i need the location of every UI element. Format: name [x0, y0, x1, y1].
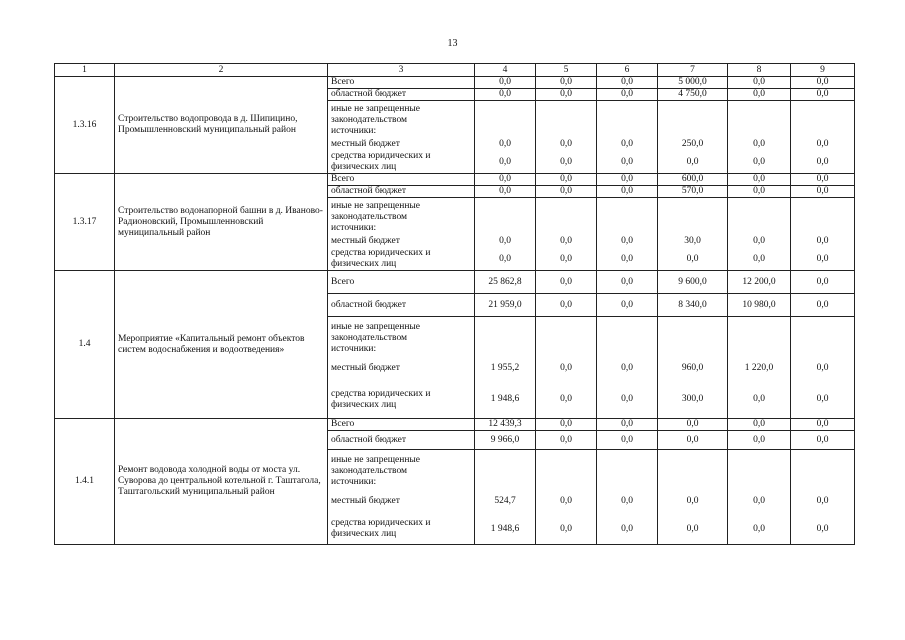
item-name: Строительство водонапорной башни в д. Иваново-Радионовский, Промышленновский муниципальный район — [115, 174, 328, 271]
table-header — [55, 64, 855, 77]
value-cell: 524,7 — [494, 496, 516, 506]
value-cell: 0,0 — [597, 77, 658, 89]
value-cell: 0,0 — [753, 139, 765, 149]
value-cell: 0,0 — [597, 89, 658, 101]
spacer — [600, 317, 654, 355]
value-cell: 0,0 — [621, 496, 633, 506]
header-row — [55, 64, 855, 77]
other-sources-line: иные не запрещенные — [331, 322, 421, 332]
value-cell-group — [597, 101, 658, 174]
value-cell-group — [536, 450, 597, 545]
legal-entities-line: физических лиц — [331, 399, 397, 410]
value-cell-group — [597, 450, 658, 545]
value-cell: 0,0 — [686, 157, 699, 167]
value-cell: 21 959,0 — [475, 294, 536, 317]
spacer — [539, 198, 593, 234]
value-cell: 0,0 — [753, 157, 765, 167]
value-cell-group — [597, 317, 658, 419]
value-cell: 9 966,0 — [475, 431, 536, 450]
value-cell-group — [475, 317, 536, 419]
spacer — [539, 450, 593, 488]
spacer — [661, 198, 724, 234]
value-cell: 8 340,0 — [658, 294, 728, 317]
value-cell: 9 600,0 — [658, 271, 728, 294]
value-cell-group — [536, 198, 597, 271]
value-cell-group — [791, 450, 855, 545]
spacer — [731, 101, 787, 137]
spacer — [478, 101, 532, 137]
value-cell: 0,0 — [560, 254, 572, 264]
value-cell: 0,0 — [791, 186, 855, 198]
value-cell: 0,0 — [753, 496, 765, 506]
value-cell: 0,0 — [816, 157, 829, 167]
legal-entities-line: средства юридических и — [331, 151, 431, 161]
value-cell: 0,0 — [499, 254, 511, 264]
value-cell: 0,0 — [753, 394, 765, 404]
item-name: Мероприятие «Капитальный ремонт объектов систем водоснабжения и водоотведения» — [115, 271, 328, 419]
value-cell: 0,0 — [536, 419, 597, 431]
value-cell: 0,0 — [475, 89, 536, 101]
item-code: 1.3.17 — [55, 174, 115, 271]
value-cell: 0,0 — [816, 254, 829, 264]
source-label-total: Всего — [328, 174, 475, 186]
legal-entities-line: средства юридических и — [331, 388, 431, 399]
spacer — [539, 101, 593, 137]
value-cell: 0,0 — [728, 419, 791, 431]
column-header-8: 8 — [728, 64, 791, 77]
value-cell: 0,0 — [816, 139, 829, 149]
value-cell: 25 862,8 — [475, 271, 536, 294]
value-cell: 0,0 — [791, 89, 855, 101]
other-sources-line: законодательством — [331, 333, 408, 343]
value-cell: 0,0 — [686, 524, 699, 534]
value-cell: 0,0 — [728, 89, 791, 101]
value-cell: 0,0 — [791, 431, 855, 450]
value-cell: 1 220,0 — [744, 363, 774, 373]
spacer — [600, 198, 654, 234]
item-name: Ремонт водовода холодной воды от моста ул. Суворова до центральной котельной г. Таштагола, Таштагольский муниципальный район — [115, 419, 328, 545]
spacer — [539, 317, 593, 355]
spacer — [794, 101, 851, 137]
value-cell: 0,0 — [597, 271, 658, 294]
column-header-5: 5 — [536, 64, 597, 77]
source-label-legal — [331, 514, 471, 544]
legal-entities-line: средства юридических и — [331, 248, 431, 258]
value-cell: 0,0 — [499, 139, 511, 149]
spacer — [661, 317, 724, 355]
value-cell: 570,0 — [658, 186, 728, 198]
value-cell: 5 000,0 — [658, 77, 728, 89]
value-cell: 0,0 — [560, 236, 572, 246]
value-cell-group — [658, 198, 728, 271]
spacer — [600, 101, 654, 137]
value-cell: 0,0 — [536, 431, 597, 450]
value-cell-group — [728, 450, 791, 545]
value-cell: 0,0 — [753, 254, 765, 264]
source-label-legal — [331, 151, 471, 173]
value-cell-group — [536, 101, 597, 174]
value-cell: 0,0 — [621, 236, 633, 246]
value-cell: 0,0 — [621, 394, 633, 404]
value-cell: 0,0 — [728, 77, 791, 89]
value-cell: 0,0 — [753, 524, 765, 534]
value-cell: 0,0 — [560, 139, 572, 149]
value-cell: 1 948,6 — [490, 524, 520, 534]
other-sources-line: источники: — [331, 126, 377, 136]
table-row — [55, 174, 855, 186]
value-cell-group — [791, 101, 855, 174]
other-sources-line: законодательством — [331, 212, 408, 222]
value-cell: 0,0 — [728, 431, 791, 450]
value-cell-group — [728, 317, 791, 419]
value-cell: 1 948,6 — [490, 394, 520, 404]
spacer — [731, 198, 787, 234]
item-name: Строительство водопровода в д. Шипицино, Промышленновский муниципальный район — [115, 77, 328, 174]
value-cell: 10 980,0 — [728, 294, 791, 317]
value-cell: 0,0 — [753, 236, 765, 246]
value-cell: 0,0 — [536, 89, 597, 101]
page-number: 13 — [447, 38, 458, 49]
other-sources-line: источники: — [331, 223, 377, 233]
other-sources-line: законодательством — [331, 115, 408, 125]
value-cell: 0,0 — [475, 77, 536, 89]
source-label-legal — [331, 381, 471, 418]
value-cell: 0,0 — [791, 174, 855, 186]
column-header-4: 4 — [475, 64, 536, 77]
value-cell: 0,0 — [475, 186, 536, 198]
value-cell-group — [791, 317, 855, 419]
source-label-other — [328, 198, 475, 271]
value-cell: 0,0 — [816, 524, 829, 534]
other-sources-line: источники: — [331, 477, 377, 487]
value-cell: 0,0 — [560, 157, 572, 167]
value-cell: 12 439,3 — [475, 419, 536, 431]
value-cell: 0,0 — [597, 186, 658, 198]
value-cell: 0,0 — [791, 271, 855, 294]
value-cell: 0,0 — [621, 254, 633, 264]
value-cell: 300,0 — [681, 394, 704, 404]
spacer — [731, 317, 787, 355]
value-cell: 960,0 — [681, 363, 704, 373]
spacer — [600, 450, 654, 488]
value-cell: 0,0 — [816, 236, 829, 246]
column-header-3: 3 — [328, 64, 475, 77]
other-sources-line: источники: — [331, 344, 377, 354]
item-code: 1.4 — [55, 271, 115, 419]
spacer — [478, 198, 532, 234]
value-cell: 0,0 — [597, 419, 658, 431]
value-cell: 250,0 — [681, 139, 704, 149]
value-cell: 0,0 — [499, 157, 511, 167]
value-cell: 0,0 — [791, 77, 855, 89]
budget-table — [54, 63, 855, 545]
value-cell-group — [728, 101, 791, 174]
value-cell-group — [658, 101, 728, 174]
value-cell-group — [728, 198, 791, 271]
legal-entities-line: физических лиц — [331, 259, 397, 269]
column-header-2: 2 — [115, 64, 328, 77]
value-cell: 4 750,0 — [658, 89, 728, 101]
table-row — [55, 419, 855, 431]
spacer — [794, 450, 851, 488]
source-label-local: местный бюджет — [331, 139, 400, 149]
value-cell-group — [475, 450, 536, 545]
value-cell: 1 955,2 — [490, 363, 520, 373]
value-cell: 0,0 — [536, 174, 597, 186]
value-cell: 0,0 — [816, 363, 829, 373]
value-cell: 0,0 — [621, 524, 633, 534]
value-cell: 600,0 — [658, 174, 728, 186]
other-sources-block — [331, 198, 471, 234]
value-cell: 0,0 — [597, 174, 658, 186]
value-cell: 0,0 — [791, 419, 855, 431]
legal-entities-line: физических лиц — [331, 162, 397, 172]
value-cell-group — [658, 317, 728, 419]
value-cell: 0,0 — [536, 77, 597, 89]
value-cell: 0,0 — [621, 139, 633, 149]
source-label-regional: областной бюджет — [328, 294, 475, 317]
value-cell: 0,0 — [597, 294, 658, 317]
value-cell: 0,0 — [621, 363, 633, 373]
column-header-6: 6 — [597, 64, 658, 77]
value-cell: 0,0 — [658, 419, 728, 431]
value-cell: 0,0 — [686, 254, 699, 264]
value-cell: 0,0 — [560, 496, 572, 506]
value-cell: 0,0 — [728, 186, 791, 198]
value-cell: 0,0 — [499, 236, 511, 246]
column-header-7: 7 — [658, 64, 728, 77]
value-cell: 0,0 — [816, 394, 829, 404]
source-label-regional: областной бюджет — [328, 186, 475, 198]
spacer — [661, 450, 724, 488]
value-cell-group — [658, 450, 728, 545]
spacer — [478, 450, 532, 488]
spacer — [794, 317, 851, 355]
table-row — [55, 77, 855, 89]
source-label-regional: областной бюджет — [328, 89, 475, 101]
source-label-other — [328, 317, 475, 419]
value-cell: 0,0 — [728, 174, 791, 186]
other-sources-block — [331, 450, 471, 488]
other-sources-line: иные не запрещенные — [331, 104, 421, 114]
source-label-total: Всего — [328, 419, 475, 431]
value-cell: 12 200,0 — [728, 271, 791, 294]
value-cell-group — [475, 101, 536, 174]
value-cell: 0,0 — [597, 431, 658, 450]
table-row — [55, 271, 855, 294]
other-sources-line: иные не запрещенные — [331, 455, 421, 465]
spacer — [731, 450, 787, 488]
legal-entities-line: физических лиц — [331, 529, 397, 539]
source-label-legal — [331, 248, 471, 270]
source-label-local: местный бюджет — [331, 236, 400, 246]
value-cell: 0,0 — [536, 294, 597, 317]
spacer — [478, 317, 532, 355]
value-cell: 0,0 — [658, 431, 728, 450]
other-sources-line: иные не запрещенные — [331, 201, 421, 211]
table-body — [55, 77, 855, 545]
source-label-local: местный бюджет — [331, 496, 400, 506]
spacer — [661, 101, 724, 137]
value-cell-group — [536, 317, 597, 419]
source-label-other — [328, 101, 475, 174]
value-cell: 30,0 — [684, 236, 701, 246]
value-cell: 0,0 — [560, 363, 572, 373]
spacer — [794, 198, 851, 234]
other-sources-block — [331, 101, 471, 137]
column-header-1: 1 — [55, 64, 115, 77]
column-header-9: 9 — [791, 64, 855, 77]
item-code: 1.4.1 — [55, 419, 115, 545]
value-cell: 0,0 — [536, 186, 597, 198]
source-label-local: местный бюджет — [331, 363, 400, 373]
value-cell: 0,0 — [816, 496, 829, 506]
other-sources-block — [331, 317, 471, 355]
value-cell: 0,0 — [791, 294, 855, 317]
value-cell-group — [597, 198, 658, 271]
source-label-regional: областной бюджет — [328, 431, 475, 450]
value-cell: 0,0 — [560, 394, 572, 404]
value-cell: 0,0 — [475, 174, 536, 186]
value-cell: 0,0 — [536, 271, 597, 294]
value-cell-group — [475, 198, 536, 271]
legal-entities-line: средства юридических и — [331, 518, 431, 528]
source-label-total: Всего — [328, 77, 475, 89]
value-cell: 0,0 — [621, 157, 633, 167]
other-sources-line: законодательством — [331, 466, 408, 476]
value-cell: 0,0 — [560, 524, 572, 534]
source-label-total: Всего — [328, 271, 475, 294]
value-cell-group — [791, 198, 855, 271]
item-code: 1.3.16 — [55, 77, 115, 174]
source-label-other — [328, 450, 475, 545]
value-cell: 0,0 — [686, 496, 699, 506]
